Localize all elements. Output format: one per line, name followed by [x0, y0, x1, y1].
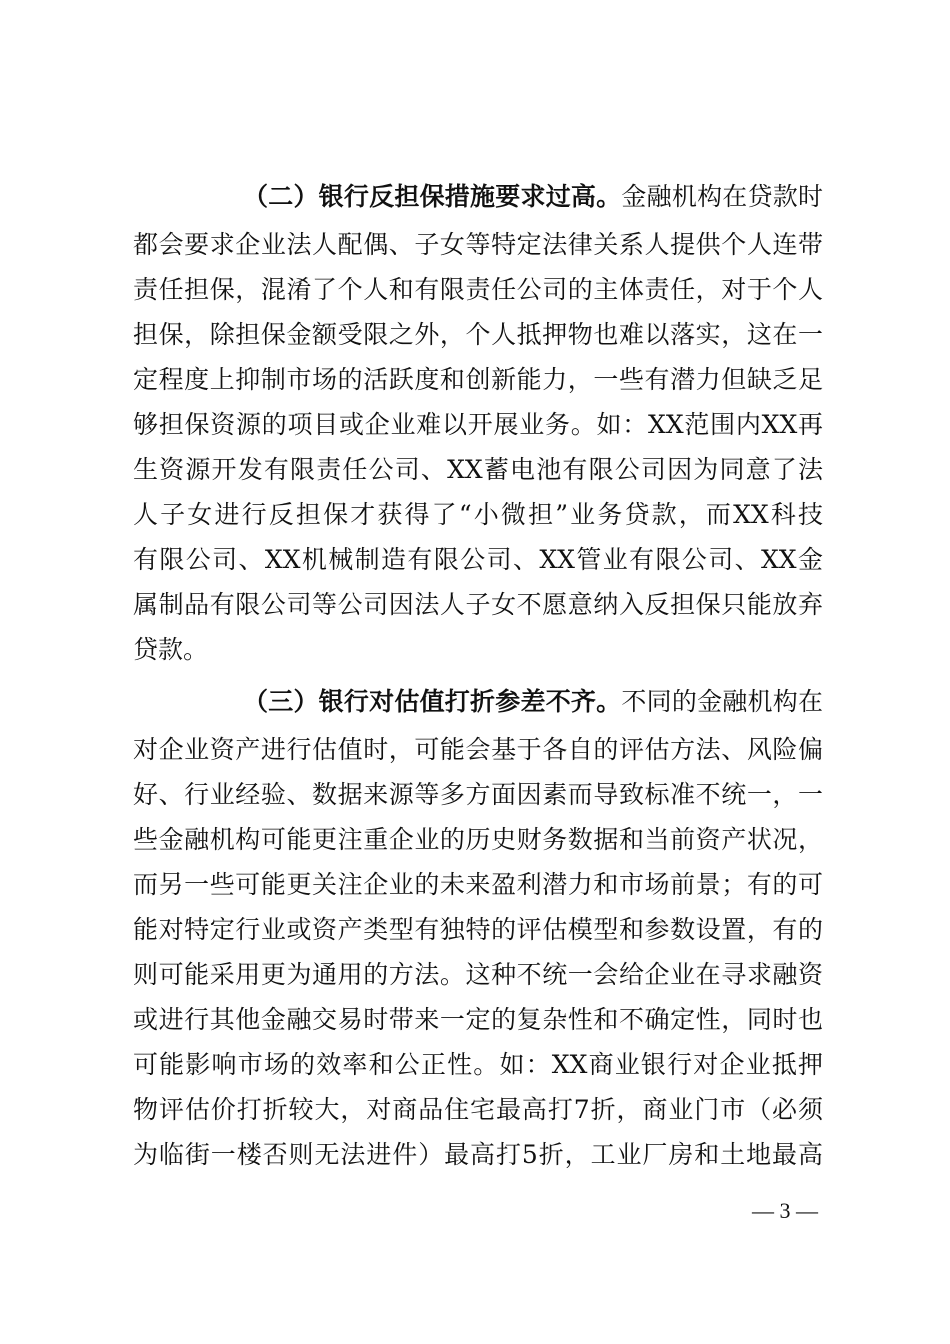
section-heading-3: （三）银行对估值打折参差不齐。: [243, 687, 622, 716]
paragraph-line: 能对特定行业或资产类型有独特的评估模型和参数设置，有的: [133, 915, 823, 944]
paragraph-line: 则可能采用更为通用的方法。这种不统一会给企业在寻求融资: [133, 960, 823, 989]
paragraph-line: 属制品有限公司等公司因法人子女不愿意纳入反担保只能放弃: [133, 590, 823, 619]
paragraph-line: 可能影响市场的效率和公正性。如：XX商业银行对企业抵押: [133, 1050, 823, 1079]
paragraph-line: 定程度上抑制市场的活跃度和创新能力，一些有潜力但缺乏足: [133, 365, 823, 394]
paragraph-line: 物评估价打折较大，对商品住宅最高打7折，商业门市（必须: [133, 1095, 823, 1124]
paragraph-line: 对企业资产进行估值时，可能会基于各自的评估方法、风险偏: [133, 735, 823, 764]
paragraph-line: （二）银行反担保措施要求过高。金融机构在贷款时: [243, 182, 823, 211]
section-heading-2: （二）银行反担保措施要求过高。: [243, 182, 622, 211]
paragraph-line: 够担保资源的项目或企业难以开展业务。如：XX范围内XX再: [133, 410, 823, 439]
paragraph-line: 为临街一楼否则无法进件）最高打5折，工业厂房和土地最高: [133, 1140, 823, 1169]
paragraph-line: （三）银行对估值打折参差不齐。不同的金融机构在: [243, 687, 823, 716]
paragraph-line: 有限公司、XX机械制造有限公司、XX管业有限公司、XX金: [133, 545, 823, 574]
page-number: — 3 —: [752, 1198, 818, 1223]
paragraph-line: 些金融机构可能更注重企业的历史财务数据和当前资产状况，: [133, 825, 823, 854]
paragraph-line: 或进行其他金融交易时带来一定的复杂性和不确定性，同时也: [133, 1005, 823, 1034]
paragraph-line: 担保，除担保金额受限之外，个人抵押物也难以落实，这在一: [133, 320, 823, 349]
paragraph-line: 生资源开发有限责任公司、XX蓄电池有限公司因为同意了法: [133, 455, 823, 484]
paragraph-line: 贷款。: [133, 635, 209, 664]
paragraph-line: 而另一些可能更关注企业的未来盈利潜力和市场前景；有的可: [133, 870, 823, 899]
paragraph-line: 好、行业经验、数据来源等多方面因素而导致标准不统一，一: [133, 780, 823, 809]
paragraph-line: 责任担保，混淆了个人和有限责任公司的主体责任，对于个人: [133, 275, 823, 304]
paragraph-line: 人子女进行反担保才获得了“小微担”业务贷款，而XX科技: [133, 500, 823, 529]
paragraph-line: 都会要求企业法人配偶、子女等特定法律关系人提供个人连带: [133, 230, 823, 259]
